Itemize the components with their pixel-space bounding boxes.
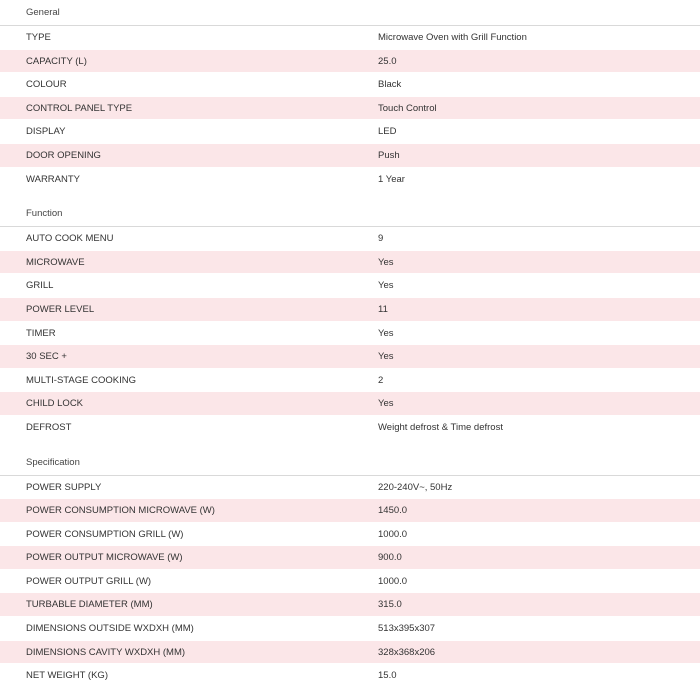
spec-row xyxy=(0,144,700,168)
spec-row xyxy=(0,298,700,322)
spec-label: COLOUR xyxy=(26,79,67,91)
section-gap xyxy=(0,191,700,201)
spec-label: DISPLAY xyxy=(26,126,66,138)
spec-value: 900.0 xyxy=(378,552,402,564)
section-gap xyxy=(0,440,700,450)
spec-row xyxy=(0,546,700,570)
spec-value: Weight defrost & Time defrost xyxy=(378,421,503,433)
spec-label: AUTO COOK MENU xyxy=(26,233,114,245)
spec-label: 30 SEC + xyxy=(26,351,67,363)
spec-label: CONTROL PANEL TYPE xyxy=(26,102,133,114)
spec-row xyxy=(0,570,700,594)
spec-row xyxy=(0,499,700,523)
spec-value: 1 Year xyxy=(378,173,405,185)
spec-row xyxy=(0,274,700,298)
spec-value: 315.0 xyxy=(378,599,402,611)
spec-value: 25.0 xyxy=(378,55,397,67)
spec-value: 1450.0 xyxy=(378,505,408,517)
spec-value: 328x368x206 xyxy=(378,646,436,658)
section-title: Specification xyxy=(0,450,700,476)
spec-label: POWER CONSUMPTION MICROWAVE (W) xyxy=(26,505,215,517)
spec-section-function xyxy=(0,201,700,439)
spec-row xyxy=(0,120,700,144)
spec-label: WARRANTY xyxy=(26,173,81,185)
spec-row xyxy=(0,97,700,121)
spec-value: Yes xyxy=(378,398,394,410)
spec-value: Yes xyxy=(378,351,394,363)
spec-label: DIMENSIONS CAVITY WXDXH (MM) xyxy=(26,646,186,658)
spec-value: 9 xyxy=(378,233,384,245)
spec-label: POWER OUTPUT MICROWAVE (W) xyxy=(26,552,183,564)
spec-label: MULTI-STAGE COOKING xyxy=(26,374,136,386)
spec-value: Touch Control xyxy=(378,102,437,114)
spec-row xyxy=(0,322,700,346)
spec-row xyxy=(0,523,700,547)
spec-label: MICROWAVE xyxy=(26,256,85,268)
spec-label: POWER LEVEL xyxy=(26,303,95,315)
spec-label: NET WEIGHT (KG) xyxy=(26,670,108,682)
spec-row xyxy=(0,26,700,50)
spec-value: Yes xyxy=(378,280,394,292)
spec-row xyxy=(0,251,700,275)
spec-row xyxy=(0,617,700,641)
spec-value: 513x395x307 xyxy=(378,623,436,635)
spec-value: Yes xyxy=(378,256,394,268)
spec-label: DEFROST xyxy=(26,421,72,433)
spec-row xyxy=(0,392,700,416)
spec-row xyxy=(0,168,700,192)
spec-value: Yes xyxy=(378,327,394,339)
spec-row xyxy=(0,476,700,500)
spec-value: 1000.0 xyxy=(378,528,408,540)
spec-section-general xyxy=(0,0,700,191)
spec-label: DOOR OPENING xyxy=(26,149,101,161)
spec-row xyxy=(0,50,700,74)
spec-label: POWER SUPPLY xyxy=(26,481,102,493)
spec-value: 15.0 xyxy=(378,670,397,682)
spec-section-specification xyxy=(0,450,700,688)
spec-value: Microwave Oven with Grill Function xyxy=(378,32,527,43)
spec-row xyxy=(0,345,700,369)
spec-row xyxy=(0,593,700,617)
spec-label: DIMENSIONS OUTSIDE WXDXH (MM) xyxy=(26,623,194,635)
spec-value: LED xyxy=(378,126,397,138)
spec-row xyxy=(0,369,700,393)
section-title: Function xyxy=(0,201,700,227)
spec-value: 1000.0 xyxy=(378,575,408,587)
spec-label: TURBABLE DIAMETER (MM) xyxy=(26,599,153,611)
spec-label: GRILL xyxy=(26,280,54,292)
spec-row xyxy=(0,227,700,251)
spec-row xyxy=(0,664,700,688)
spec-label: POWER OUTPUT GRILL (W) xyxy=(26,575,152,587)
section-title: General xyxy=(0,0,700,26)
spec-value: 11 xyxy=(378,303,388,315)
spec-label: CHILD LOCK xyxy=(26,398,84,410)
spec-label: CAPACITY (L) xyxy=(26,55,87,67)
spec-value: Push xyxy=(378,149,400,161)
spec-label: TIMER xyxy=(26,327,56,339)
spec-row xyxy=(0,416,700,440)
spec-label: POWER CONSUMPTION GRILL (W) xyxy=(26,528,184,540)
spec-row xyxy=(0,73,700,97)
spec-value: Black xyxy=(378,79,402,91)
spec-label: TYPE xyxy=(26,32,51,43)
spec-row xyxy=(0,641,700,665)
spec-value: 220-240V~, 50Hz xyxy=(378,481,453,493)
spec-value: 2 xyxy=(378,374,384,386)
